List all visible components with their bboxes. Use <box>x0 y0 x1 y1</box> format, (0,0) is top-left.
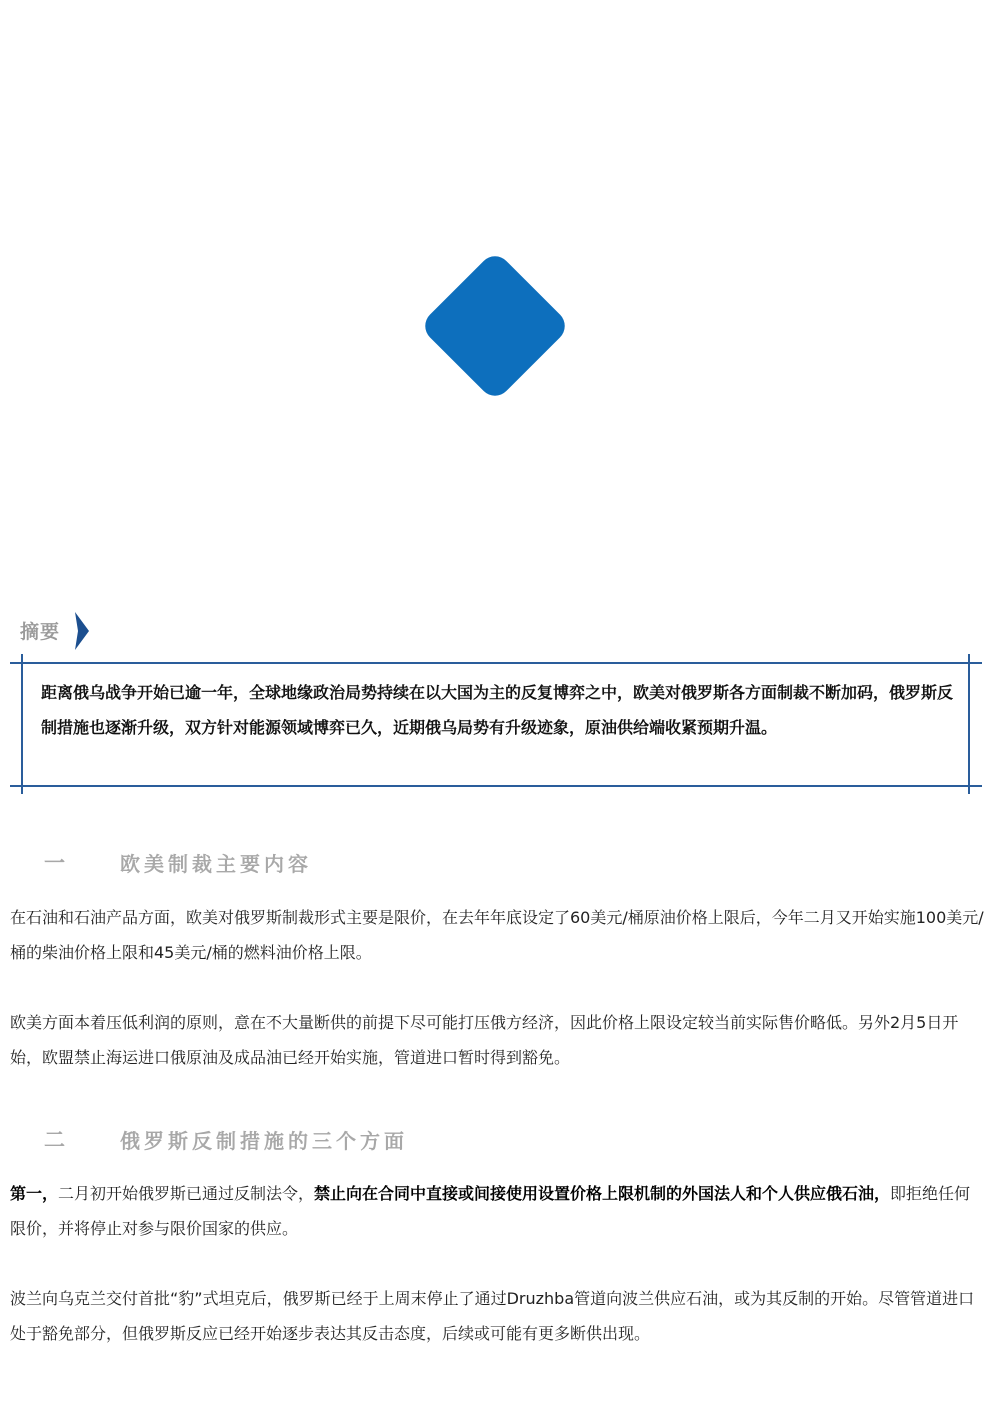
summary-frame-top <box>10 662 982 664</box>
paragraph-text: 即拒绝任何限价，并将停止对参与限价国家的供应。 <box>10 1184 971 1238</box>
section-title: 俄罗斯反制措施的三个方面 <box>120 1129 408 1153</box>
summary-frame-bottom <box>10 785 982 787</box>
summary-label: 摘要 <box>20 621 61 643</box>
paragraph: 欧美方面本着压低利润的原则，意在不大量断供的前提下尽可能打压俄方经济，因此价格上限设定较当前实际售价略低。另外2月5日开始，欧盟禁止海运进口俄原油及成品油已经开始实施，管道进口暂时得到豁免。 <box>10 1013 959 1067</box>
paragraph <box>10 1176 985 1246</box>
section-number: 一 <box>44 851 65 875</box>
section-title: 欧美制裁主要内容 <box>120 852 312 876</box>
paragraph-lead: 第一， <box>10 1184 59 1203</box>
paragraph-emphasis: 禁止向在合同中直接或间接使用设置价格上限机制的外国法人和个人供应俄石油， <box>314 1184 891 1203</box>
chevron-right-icon <box>75 612 89 650</box>
paragraph: 波兰向乌克兰交付首批“豹”式坦克后，俄罗斯已经于上周末停止了通过Druzhba管道向波兰供应石油，或为其反制的开始。尽管管道进口处于豁免部分，但俄罗斯反应已经开始逐步表达其反击态度，后续或可能有更多断供出现。 <box>10 1289 975 1343</box>
summary-frame-right <box>968 654 970 794</box>
summary-frame-left <box>21 654 23 794</box>
logo-diamond <box>419 250 572 403</box>
paragraph-text: 二月初开始俄罗斯已通过反制法令， <box>58 1184 315 1203</box>
summary-text: 距离俄乌战争开始已逾一年，全球地缘政治局势持续在以大国为主的反复博弈之中，欧美对俄罗斯各方面制裁不断加码，俄罗斯反制措施也逐渐升级，双方针对能源领域博弈已久，近期俄乌局势有升级迹象，原油供给端收紧预期升温。 <box>41 683 954 737</box>
paragraph: 在石油和石油产品方面，欧美对俄罗斯制裁形式主要是限价，在去年年底设定了60美元/桶原油价格上限后，今年二月又开始实施100美元/桶的柴油价格上限和45美元/桶的燃料油价格上限。 <box>10 908 984 962</box>
section-number: 二 <box>44 1128 65 1152</box>
